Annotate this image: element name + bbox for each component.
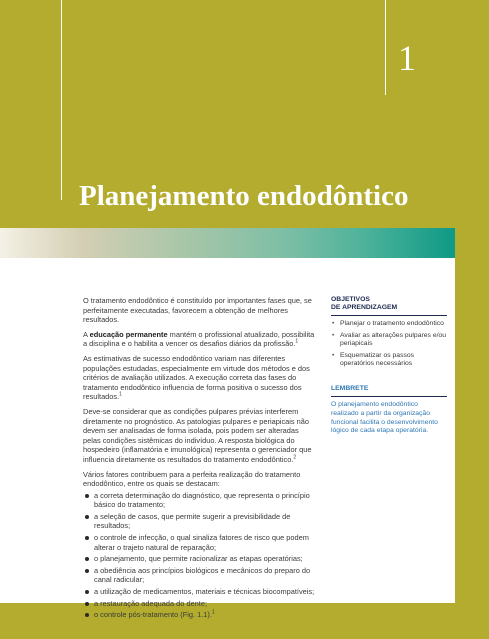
objective-item: • Esquematizar os passos operatórios necessários — [331, 352, 447, 369]
paragraph-intro: O tratamento endodôntico é constituído por importantes fases que, se perfeitamente executadas, favorecem a obtenção de melhores resultados. — [83, 296, 312, 325]
reference-mark: 1 — [119, 391, 122, 398]
objective-item: • Avaliar as alterações pulpares e/ou periapicais — [331, 332, 447, 349]
chapter-title: Planejamento endodôntico — [79, 180, 409, 212]
list-item: a restauração adequada do dente; — [83, 599, 318, 609]
chapter-number: 1 — [398, 38, 416, 78]
paragraph-factors-intro: Vários fatores contribuem para a perfeita realização do tratamento endodôntico, entre os quais se destacam: — [83, 469, 301, 489]
reminder-text: O planejamento endodôntico realizado a partir da organização funcional facilita o desenvolvimento lógico de cada etapa operatória. — [331, 400, 438, 435]
reference-mark: 1 — [295, 338, 299, 345]
header-divider-right — [385, 0, 386, 95]
list-item: a utilização de medicamentos, materiais e técnicas biocompatíveis; — [83, 587, 318, 597]
reminder-box — [331, 385, 447, 436]
objectives-title: OBJETIVOS DE APRENDIZAGEM — [331, 296, 447, 316]
list-item: o planejamento, que permite racionalizar as etapas operatórias; — [83, 554, 318, 564]
paragraph-education: A educação permanente mantém o profissional atualizado, possibilita a disciplina e o habilita a vencer os desafios diários da profissão.$^1$ — [83, 329, 315, 349]
paragraph-conditions: Deve-se considerar que as condições pulpares prévias interferem diretamente no prognóstico. As patologias pulpares e periapicais não devem ser analisadas de forma isolada, pois podem ser alteradas pelas condições sistêmicas do indivíduo. A resposta biológica do hospedeiro (inflamatória e imunológica) representa o gerenciador que influencia diretamente os resultados do tratamento endodôntico.$^2$ — [83, 406, 312, 464]
reference-mark: 2 — [293, 454, 297, 461]
paragraph-estimates: As estimativas de sucesso endodôntico variam nas diferentes populações estudadas, especialmente em virtude dos métodos e dos critérios de avaliação utilizados. A execução correta das fases do tratamento endodôntico influencia de forma positiva o sucesso dos resultados.$^1$ — [83, 353, 310, 402]
list-item: o controle de infecção, o qual sinaliza fatores de risco que podem alterar o trajeto natural de reparação; — [83, 533, 318, 552]
main-body — [83, 296, 318, 622]
header-divider-left — [61, 0, 62, 200]
reminder-title: LEMBRETE — [331, 385, 447, 397]
margin-sidebar — [331, 296, 447, 436]
right-margin-band — [455, 228, 489, 639]
objectives-list — [331, 320, 447, 369]
list-item: o controle pós-tratamento (Fig. 1.1).$^1$ — [83, 610, 318, 620]
reference-mark: 1 — [211, 609, 215, 616]
list-item: a seleção de casos, que permite sugerir a previsibilidade de resultados; — [83, 512, 318, 531]
factors-list — [83, 491, 318, 620]
list-item: a obediência aos princípios biológicos e mecânicos do preparo do canal radicular; — [83, 566, 318, 585]
objective-item: • Planejar o tratamento endodôntico — [331, 320, 447, 329]
gradient-strip — [0, 228, 455, 258]
bold-term: educação permanente — [89, 329, 168, 339]
objectives-box — [331, 296, 447, 369]
list-item: a correta determinação do diagnóstico, que representa o princípio básico do tratamento; — [83, 491, 318, 510]
